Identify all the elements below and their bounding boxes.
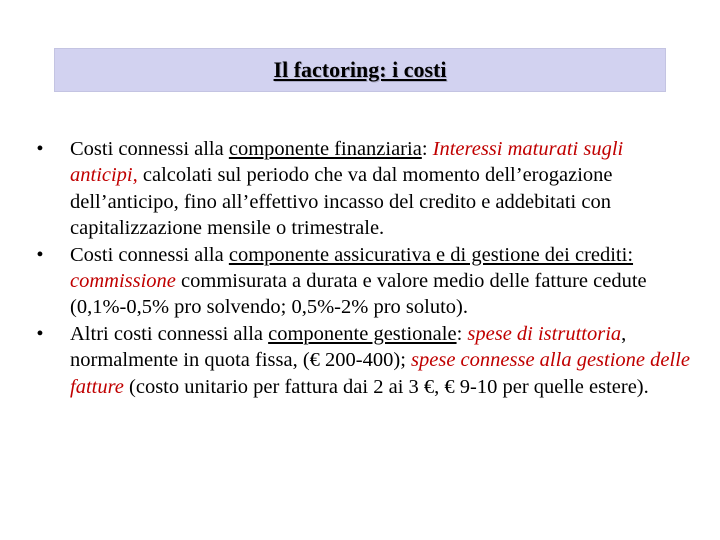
bullet-list — [30, 136, 690, 400]
bullet-text — [70, 138, 623, 239]
highlight-text: Interessi maturati sugli anticipi, — [70, 138, 624, 187]
body-text: calcolati sul periodo che va dal momento dell’erogazione dell’anticipo, fino all’effettivo incasso del credito e addebitati con capitalizzazione mensile o trimestrale. — [70, 164, 613, 240]
underlined-topic: componente assicurativa e di gestione dei crediti: — [228, 243, 634, 266]
bullet-icon: • — [36, 243, 44, 266]
highlight-text: commissione — [70, 270, 176, 293]
slide-title: Il factoring: i costi — [273, 57, 447, 82]
bullet-text — [70, 323, 690, 398]
title-banner — [54, 48, 666, 92]
intro-text: Costi connessi alla — [70, 138, 229, 160]
colon-text: : — [421, 138, 433, 160]
colon-text: : — [456, 322, 468, 345]
highlight-text-1: spese di istruttoria — [467, 322, 622, 345]
bullet-text — [70, 244, 647, 319]
bullet-icon: • — [36, 322, 44, 345]
body-text: (costo unitario per fattura dai 2 ai 3 €, € 9-10 per quelle estere). — [123, 375, 649, 398]
bullet-item-assicurativa — [30, 242, 690, 321]
bullet-icon: • — [36, 138, 44, 160]
intro-text: Costi connessi alla — [70, 243, 229, 266]
middle-text: , normalmente in quota fissa, (€ 200-400); — [70, 322, 627, 372]
underlined-topic: componente finanziaria — [228, 138, 422, 160]
underlined-topic: componente gestionale — [268, 322, 457, 345]
body-text: commisurata a durata e valore medio delle fatture cedute (0,1%-0,5% pro solvendo; 0,5%-2% pro soluto). — [70, 270, 647, 319]
bullet-item-finanziaria — [30, 136, 690, 242]
intro-text: Altri costi connessi alla — [70, 322, 269, 345]
highlight-text-2: spese connesse alla gestione delle fatture — [70, 349, 690, 398]
bullet-item-gestionale — [30, 321, 690, 400]
